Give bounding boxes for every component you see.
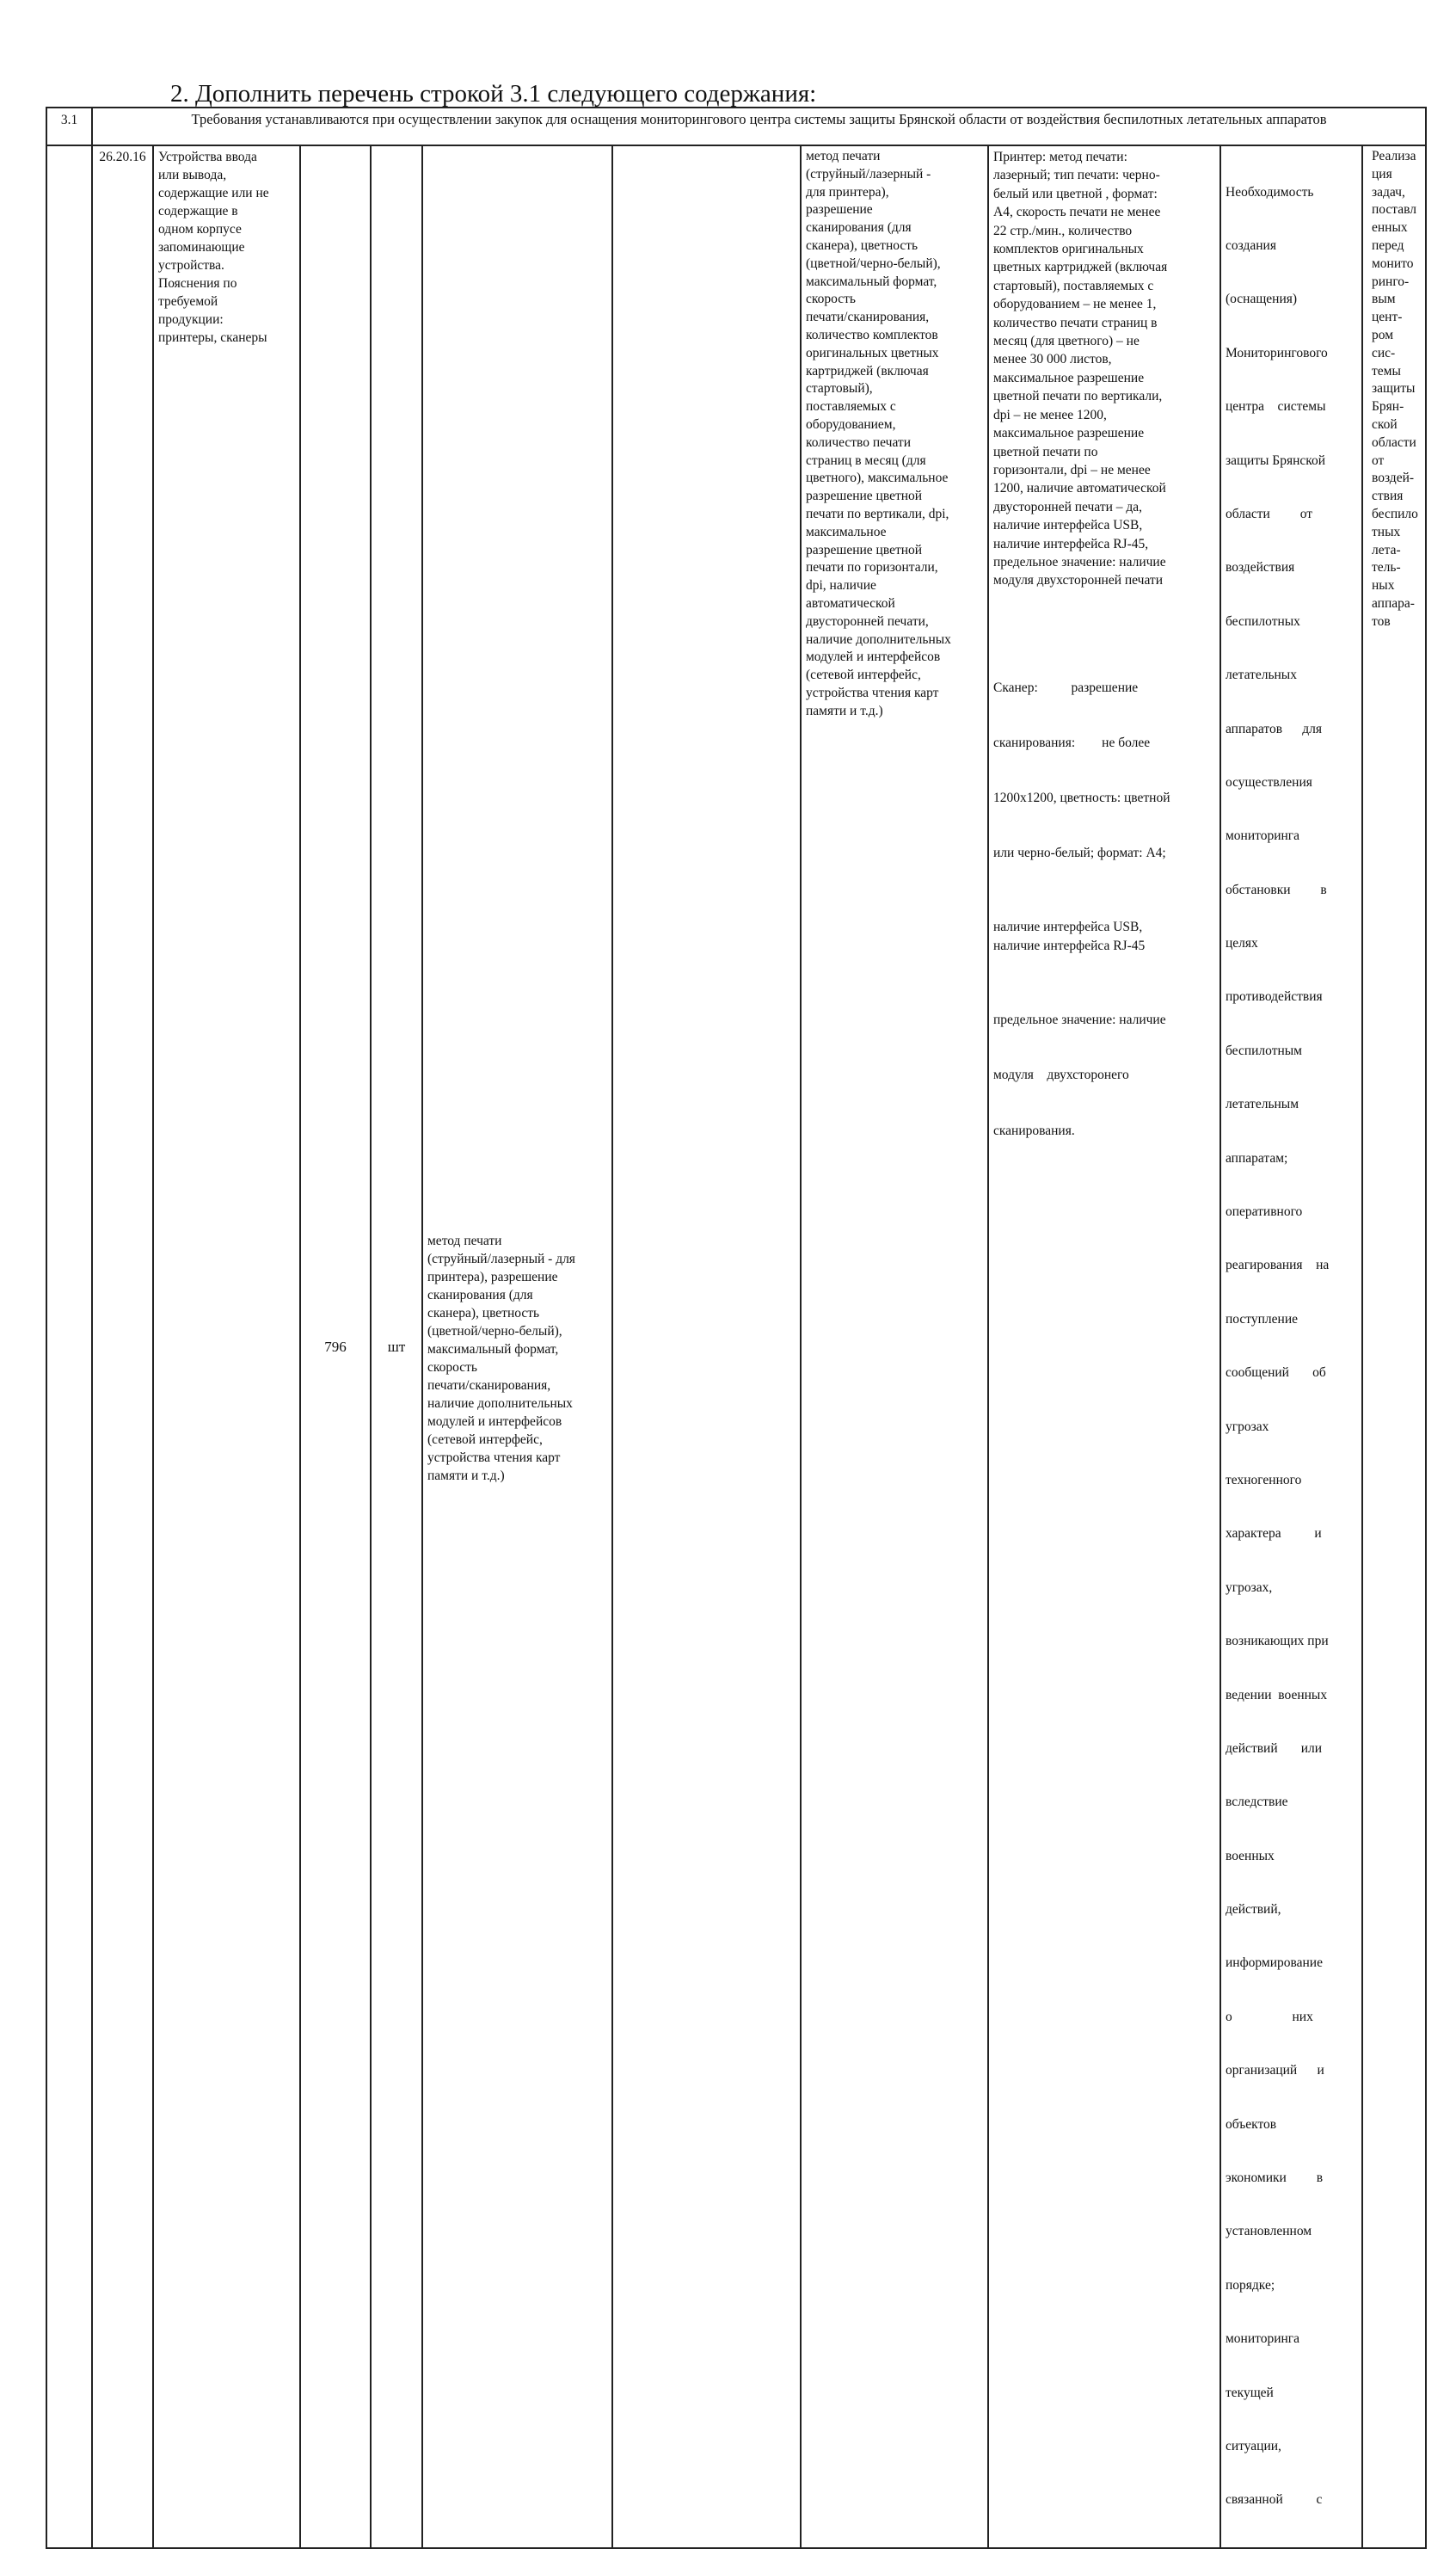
- okei-code: 796: [324, 1338, 347, 1355]
- requirements-table: [46, 107, 1427, 2549]
- okei-code-cell: [300, 145, 371, 2548]
- printer-values: Принтер: метод печати: лазерный; тип печати: черно- белый или цветной , формат: А4, скорость печати не менее 22 стр./мин., количество комплектов оригинальных цветных картриджей (включая стартовый), поставляемых с оборудованием – не менее 1, количество печати страниц в месяц (для цветного) – не менее 30 000 листов, максимальное разрешение цветной печати по вертикали, dpi – не менее 1200, максимальное разрешение цветной печати по горизонтали, dpi – не менее 1200, наличие автоматической двусторонней печати – да, наличие интерфейса USB, наличие интерфейса RJ-45, предельное значение: наличие модуля двухсторонней печати: [993, 150, 1168, 588]
- base-value: [613, 146, 800, 150]
- base-characteristics-cell: [422, 145, 612, 2548]
- scanner-limit: предельное значение: наличие модуля двухсторонего сканирования.: [993, 1013, 1166, 1138]
- section-number: 3.1: [60, 113, 78, 127]
- empty-number-cell: [46, 145, 92, 2548]
- okpd-code: 26.20.16: [99, 150, 146, 164]
- added-characteristics: метод печати (струйный/лазерный - для принтера), разрешение сканирования (для сканера), цветность (цветной/черно-белый), максимальный формат, скорость печати/сканирования, количество комплектов оригинальных цветных картриджей (включая стартовый), поставляемых с оборудованием, количество печати страниц в месяц (для цветного), максимальное разрешение цветной печати по вертикали, dpi, максимальное разрешение цветной печати по горизонтали, dpi, наличие автоматической двусторонней печати, наличие дополнительных модулей и интерфейсов (сетевой интерфейс, устройства чтения карт памяти и т.д.): [806, 149, 951, 718]
- values-cell: [988, 145, 1220, 2548]
- scanner-interfaces: наличие интерфейса USB, наличие интерфейса RJ-45: [993, 920, 1146, 953]
- page-heading: 2. Дополнить перечень строкой 3.1 следующего содержания:: [170, 80, 817, 108]
- product-description: Устройства ввода или вывода, содержащие или не содержащие в одном корпусе запоминающие устройства. Пояснения по требуемой продукции: принтеры, сканеры: [158, 150, 269, 345]
- unit-cell: [371, 145, 422, 2548]
- justification-cell: [1220, 145, 1362, 2548]
- description-cell: [153, 145, 300, 2548]
- base-value-cell: [612, 145, 801, 2548]
- unit: шт: [387, 1338, 406, 1355]
- spacer: [989, 901, 1219, 916]
- justification-text: Необходимость создания (оснащения) Мониторингового центра системы защиты Брянской области от воздействия беспилотных летательных аппаратов для осуществления мониторинга обстановки в целях противодействия беспилотным летательным аппаратам; оперативного реагирования на поступление сообщений об угрозах техногенного характера и угрозах, возникающих при ведении военных действий или вследствие военных действий, информирование о них организаций и объектов экономики в установленном порядке; мониторинга текущей ситуации, связанной с: [1226, 184, 1330, 2508]
- item-row: [46, 145, 1426, 2548]
- added-characteristics-cell: [801, 145, 988, 2548]
- function-cell: [1362, 145, 1426, 2548]
- section-number-cell: [46, 108, 92, 145]
- spacer: [989, 957, 1219, 972]
- function-text: Реализа ция задач, поставл енных перед монито ринго- вым цент- ром сис- темы защиты Брян- ской области от воздей- ствия беспило тных лета- тель- ных аппара- тов: [1372, 149, 1418, 629]
- base-characteristics: метод печати (струйный/лазерный - для принтера), разрешение сканирования (для сканера), цветность (цветной/черно-белый), максимальный формат, скорость печати/сканирования, наличие дополнительных модулей и интерфейсов (сетевой интерфейс, устройства чтения карт памяти и т.д.): [427, 1234, 575, 1484]
- code-cell: [92, 145, 153, 2548]
- section-row: [46, 108, 1426, 145]
- scanner-values: Сканер: разрешение сканирования: не более 1200x1200, цветность: цветной или черно-белый; формат: А4;: [993, 680, 1170, 861]
- section-title: Требования устанавливаются при осуществлении закупок для оснащения мониторингового центра системы защиты Брянской области от воздействия беспилотных летательных аппаратов: [191, 111, 1327, 127]
- spacer: [989, 592, 1219, 640]
- section-title-cell: [92, 108, 1426, 145]
